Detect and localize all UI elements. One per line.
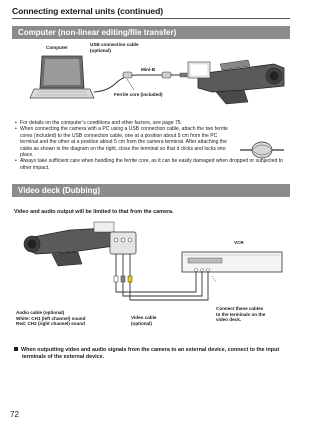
- computer-notes-list: [14, 120, 283, 171]
- label-video-cable-2: (optional): [131, 320, 152, 326]
- camera-illustration: [24, 222, 114, 266]
- bullet-item: • When connecting the camera with a PC using a USB connection cable, attach the two ferrite cores (included) to the USB connection cable, one at a position about 5 cm from the PC terminal and the other at a position about 5 cm from the camera terminal. After attaching the cable as shown in the diagram on the right, close the terminal so that it clicks and locks into place.: [14, 126, 232, 158]
- section-computer-title: Computer (non-linear editing/file transfer): [12, 26, 290, 39]
- ferrite-core-1: [123, 72, 132, 78]
- page-number: 72: [10, 410, 19, 419]
- label-connect-note-3: video deck.: [216, 317, 242, 322]
- label-audio-cable-3: Red: CH2 (right channel) sound: [16, 321, 85, 326]
- computer-connection-diagram: [12, 42, 290, 118]
- output-note-text: When outputting video and audio signals from the camera to an external device, connect to the input terminals of the external device.: [21, 347, 280, 360]
- section-video-deck-title: Video deck (Dubbing): [12, 184, 290, 197]
- camera-illustration: [188, 60, 284, 104]
- square-bullet-icon: [14, 347, 18, 351]
- page-title: Connecting external units (continued): [12, 6, 163, 16]
- camera-lcd-panel: [94, 222, 114, 232]
- output-note: [14, 347, 292, 361]
- ferrite-core-closed: [252, 142, 272, 158]
- label-audio-cable-1: Audio cable (optional): [16, 310, 65, 315]
- av-terminal-block: [110, 232, 136, 254]
- label-audio-cable-2: White: CH1 (left channel) sound: [16, 315, 86, 321]
- audio-plug-white: [114, 276, 118, 282]
- video-plug-yellow: [128, 276, 132, 282]
- video-deck-intro: Video and audio output will be limited to that from the camera.: [14, 209, 174, 215]
- laptop-computer-illustration: [30, 56, 94, 98]
- ferrite-core-2: [162, 72, 171, 78]
- label-video-cable-1: Video cable: [131, 315, 157, 320]
- label-usb-cable-1: USB connection cable: [90, 42, 139, 47]
- header-rule: [12, 18, 290, 19]
- label-ferrite-core: Ferrite core (included): [114, 92, 163, 97]
- audio-plug-red: [121, 276, 125, 282]
- bullet-item: • Always take sufficient care when handling the ferrite core, as it can be easily damaged when dropped or subjected to other impact.: [14, 158, 288, 171]
- label-connect-note-1: Connect these cables: [216, 306, 264, 311]
- video-deck-connection-diagram: [12, 218, 290, 318]
- label-vcr: VCR: [234, 240, 244, 245]
- mini-b-plug: [180, 73, 187, 77]
- label-mini-b: Mini-B: [141, 67, 156, 72]
- bullet-item: • For details on the computer’s conditions and other factors, see page 75.: [14, 120, 232, 126]
- label-computer: Computer: [46, 45, 68, 50]
- vcr-illustration: [182, 252, 282, 272]
- ferrite-attachment-diagram: [238, 136, 286, 164]
- usb-cable-illustration: [94, 72, 187, 92]
- label-connect-note-2: to the terminals on the: [216, 311, 266, 317]
- label-usb-cable-2: (optional): [90, 47, 111, 53]
